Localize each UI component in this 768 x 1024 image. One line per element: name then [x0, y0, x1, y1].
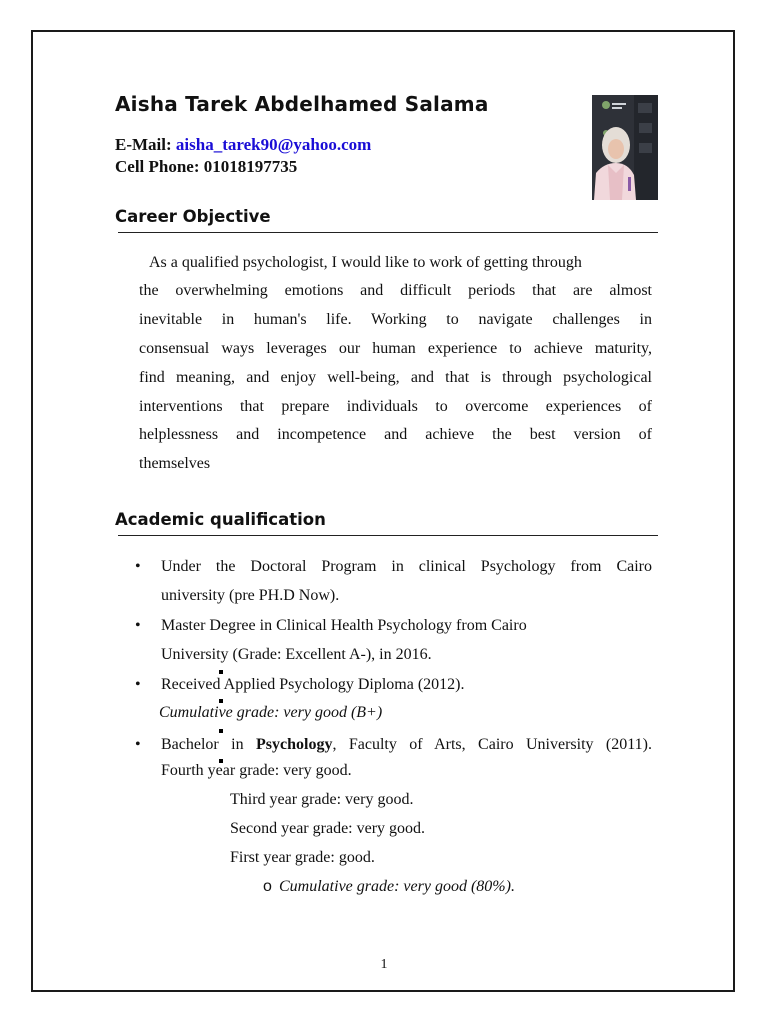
item1-line1: Under the Doctoral Program in clinical Psychology from Cairo	[161, 558, 652, 575]
item3-line2: Cumulative grade: very good (B+)	[159, 704, 383, 721]
objective-line-3: inevitable in human's life. Working to navigate challenges in	[139, 311, 652, 328]
item3-line1: Received Applied Psychology Diploma (2012).	[161, 676, 465, 693]
objective-line-8: themselves	[139, 455, 211, 472]
objective-line-1: As a qualified psychologist, I would like to work of getting through	[149, 254, 582, 271]
bullet-icon: •	[135, 558, 141, 575]
academic-heading: Academic qualification	[115, 510, 326, 529]
email-label: E-Mail:	[115, 135, 172, 154]
objective-line-6: interventions that prepare individuals to overcome experiences of	[139, 398, 652, 415]
cumulative-grade: Cumulative grade: very good (80%).	[279, 878, 515, 895]
third-year-grade: Third year grade: very good.	[230, 791, 414, 808]
square-marker-icon	[219, 729, 223, 733]
item4-line2: Fourth year grade: very good.	[161, 762, 352, 779]
bullet-icon: •	[135, 676, 141, 693]
profile-photo-illustration	[592, 95, 658, 200]
item2-line1: Master Degree in Clinical Health Psychology from Cairo	[161, 617, 527, 634]
academic-rule	[118, 535, 658, 536]
career-objective-rule	[118, 232, 658, 233]
objective-line-5: find meaning, and enjoy well-being, and that is through psychological	[139, 369, 652, 386]
phone-label: Cell Phone:	[115, 157, 200, 176]
objective-line-2: the overwhelming emotions and difficult periods that are almost	[139, 282, 652, 299]
sub-bullet-icon: o	[263, 878, 272, 895]
phone-row	[115, 157, 297, 177]
email-row	[115, 135, 371, 155]
phone-value: 01018197735	[203, 157, 298, 176]
item4-line1: Bachelor in Psychology, Faculty of Arts, Cairo University (2011).	[161, 736, 652, 753]
profile-photo	[592, 95, 658, 200]
bullet-icon: •	[135, 736, 141, 753]
candidate-name: Aisha Tarek Abdelhamed Salama	[115, 92, 489, 116]
square-marker-icon	[219, 670, 223, 674]
square-marker-icon	[219, 699, 223, 703]
first-year-grade: First year grade: good.	[230, 849, 375, 866]
email-link[interactable]: aisha_tarek90@yahoo.com	[175, 135, 372, 154]
objective-line-4: consensual ways leverages our human experience to achieve maturity,	[139, 340, 652, 357]
career-objective-heading: Career Objective	[115, 207, 271, 226]
item1-line2: university (pre PH.D Now).	[161, 587, 340, 604]
objective-line-7: helplessness and incompetence and achieve the best version of	[139, 426, 652, 443]
bullet-icon: •	[135, 617, 141, 634]
item2-line2: University (Grade: Excellent A-), in 2016.	[161, 646, 432, 663]
second-year-grade: Second year grade: very good.	[230, 820, 426, 837]
page-number: 1	[380, 957, 388, 972]
